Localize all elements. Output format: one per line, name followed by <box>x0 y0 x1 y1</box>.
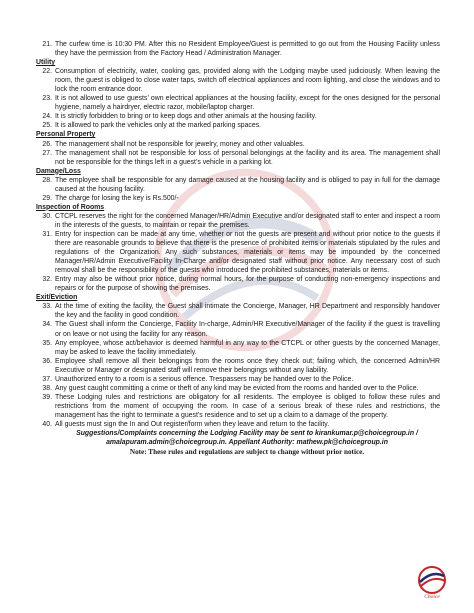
rule-text: Consumption of electricity, water, cooking gas, provided along with the Lodging maybe used judiciously. When leaving the room, the guest is obliged to close water taps, switch off electrical appliances and room lighting, and close the windows and to lock the room entrance door. <box>55 68 440 94</box>
rule-text: The management shall not be responsible for jewelry, money and other valuables. <box>55 140 305 148</box>
section-heading-exit-eviction: Exit/Eviction <box>36 294 78 302</box>
rule-item <box>36 339 440 357</box>
choice-logo-icon <box>412 564 452 598</box>
rule-number: 33. <box>42 303 52 311</box>
rule-text: Unauthorized entry to a room is a serious offence. Trespassers may be handed over to the Police. <box>55 375 354 383</box>
section-heading-damage-loss: Damage/Loss <box>36 167 81 175</box>
rule-item <box>36 420 440 429</box>
rule-item <box>36 40 440 58</box>
rule-number: 23. <box>42 95 52 103</box>
rule-number: 34. <box>42 321 52 329</box>
rule-item <box>36 112 440 121</box>
rule-number: 36. <box>42 357 52 365</box>
rule-text: Entry for inspection can be made at any time, whether or not the guests are present and without prior notice to the guests if there are reasonable grounds to believe that there is the presence of prohibited items or materials stipulated by the rules and regulations of the Organization. Any such substances, materials or items may be impounded by the concerned Manager/HR/Admin Executive/Facility In-Charge and/or designated staff without prior notice. Any necessary cost of such removal shall be the responsibility of the guests who introduced the prohibited substances, materials or items. <box>55 230 440 275</box>
rule-item <box>36 67 440 94</box>
rule-text: The Guest shall inform the Concierge, Facility In-charge, Admin/HR Executive/Manager of the facility if the guest is travelling or on leave or not using the facility for any reason. <box>55 321 440 338</box>
rule-item <box>36 393 440 420</box>
rule-number: 31. <box>42 230 52 238</box>
rule-text: All guests must sign the In and Out register/form when they leave and return to the facility. <box>55 420 330 428</box>
rule-item <box>36 375 440 384</box>
rule-number: 40. <box>42 420 52 428</box>
section-heading-utility: Utility <box>36 59 56 67</box>
rule-item <box>36 275 440 293</box>
rule-number: 26. <box>42 140 52 148</box>
rule-text: Entry may also be without prior notice, during normal hours, for the purpose of conducting non-emergency inspections and repairs or for the purpose of showing the premises. <box>55 276 440 293</box>
rule-text: Employee shall remove all their belongings from the rooms once they check out; failing which, the concerned Admin/HR Executive or Manager or designated staff will remove their belongings without any liability. <box>55 357 440 374</box>
rule-item <box>36 357 440 375</box>
rule-item <box>36 149 440 167</box>
rule-item <box>36 302 440 320</box>
rule-number: 37. <box>42 375 52 383</box>
rule-number: 32. <box>42 276 52 284</box>
rule-number: 29. <box>42 194 52 202</box>
rule-item <box>36 320 440 338</box>
footer-contact-line-2: amalapuram.admin@choicegroup.in. Appellant Authority: mathew.pk@choicegroup.in <box>106 439 388 447</box>
rule-item <box>36 384 440 393</box>
rule-item <box>36 212 440 230</box>
rule-text: At the time of exiting the facility, the Guest shall intimate the Concierge, Manager, HR Department and responsibly handover the key and the facility in good condition. <box>55 303 440 320</box>
rule-text: The management shall not be responsible for loss of personal belongings at the facility and its area. The management shall not be responsible for the things left in a guest’s vehicle in a parking lot. <box>55 149 440 166</box>
rule-text: The charge for losing the key is Rs.500/- <box>55 194 179 202</box>
rule-number: 30. <box>42 212 52 220</box>
rule-item <box>36 230 440 275</box>
rules-content <box>36 40 440 457</box>
rule-number: 28. <box>42 176 52 184</box>
rule-text: It is allowed to park the vehicles only at the marked parking spaces. <box>55 122 262 130</box>
rule-text: The curfew time is 10:30 PM. After this no Resident Employee/Guest is permitted to go out from the Housing Facility unless they have the permission from the Factory Head / Administration Manager. <box>55 41 440 58</box>
rule-text: CTCPL reserves the right for the concerned Manager/HR/Admin Executive and/or designated staff to enter and inspect a room in the interests of the guests, to maintain or repair the premises. <box>55 212 440 229</box>
rule-text: It is not allowed to use guests’ own electrical appliances at the housing facility, except for the ones designed for the personal hygiene, namely a hairdryer, electric razor, mobile/laptop charger. <box>55 95 440 112</box>
footer-note: Note: These rules and regulations are subject to change without prior notice. <box>129 448 365 457</box>
rule-number: 25. <box>42 122 52 130</box>
rule-number: 39. <box>42 393 52 401</box>
choice-logo-text: Choice <box>424 594 440 600</box>
rule-text: It is strictly forbidden to bring or to keep dogs and other animals at the housing facility. <box>55 113 317 121</box>
rule-text: Any guest caught committing a crime or theft of any kind may be evicted from the rooms and handed over to the Police. <box>55 384 419 392</box>
footer-contact-line-1: Suggestions/Complaints concerning the Lodging Facility may be sent to kirankumar.p@choicegroup.in / <box>76 430 418 438</box>
choice-logo <box>412 564 452 604</box>
rule-item <box>36 94 440 112</box>
rule-item <box>36 140 440 149</box>
rule-number: 38. <box>42 384 52 392</box>
rule-number: 24. <box>42 113 52 121</box>
rule-text: The employee shall be responsible for any damage caused at the housing facility and is obliged to pay in full for the damage caused at the housing facility. <box>55 176 440 193</box>
rule-text: Any employee, whose act/behavior is deemed harmful in any way to the CTCPL or other guests by the concerned Manager, may be asked to leave the facility immediately. <box>55 339 440 356</box>
section-heading-inspection: Inspection of Rooms <box>36 203 105 211</box>
rule-item <box>36 194 440 203</box>
rule-text: These Lodging rules and restrictions are obligatory for all residents. The employee is obliged to follow these rules and restrictions from the moment of occupying the room. In case of a serious break of these rules and restrictions, the management has the right to terminate a guest’s residence and to set up a claim to a damage of the property. <box>55 393 440 419</box>
section-heading-personal-property: Personal Property <box>36 131 96 139</box>
rule-item <box>36 176 440 194</box>
rule-item <box>36 121 440 130</box>
rule-number: 22. <box>42 68 52 76</box>
rule-number: 21. <box>42 41 52 48</box>
rule-number: 35. <box>42 339 52 347</box>
rule-number: 27. <box>42 149 52 157</box>
